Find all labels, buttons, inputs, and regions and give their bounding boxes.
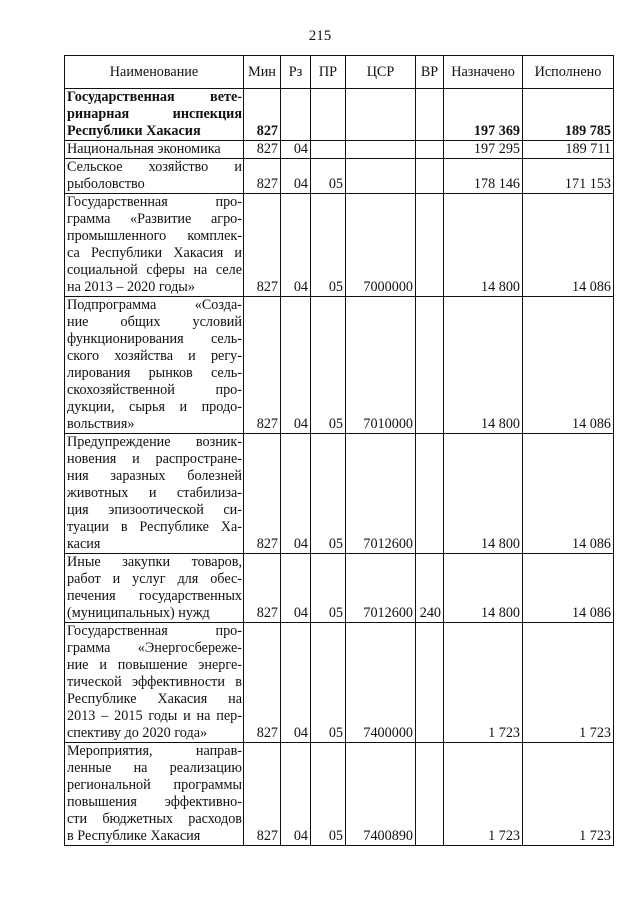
- cell-name: [65, 89, 244, 141]
- cell-rz: 04: [281, 159, 311, 194]
- cell-executed: 1 723: [523, 623, 614, 743]
- page-number: 215: [308, 28, 332, 44]
- cell-csr: [346, 159, 416, 194]
- table-row: [65, 194, 614, 297]
- cell-rz: 04: [281, 554, 311, 623]
- name-line: повышения эффективно-: [67, 794, 242, 810]
- name-line: грамма «Энергосбереже-: [67, 640, 242, 656]
- cell-assigned: 197 369: [444, 89, 523, 141]
- cell-vr: [416, 623, 444, 743]
- budget-table: [64, 55, 614, 846]
- cell-executed: 171 153: [523, 159, 614, 194]
- cell-name: [65, 194, 244, 297]
- table-row: [65, 743, 614, 846]
- cell-executed: 189 711: [523, 141, 614, 159]
- cell-vr: 240: [416, 554, 444, 623]
- name-line: на 2013 – 2020 годы»: [67, 279, 195, 295]
- name-line: касия: [67, 536, 101, 552]
- cell-name: [65, 554, 244, 623]
- name-line: в Республике Хакасия: [67, 828, 201, 844]
- cell-pr: [311, 141, 346, 159]
- name-line: Сельское хозяйство и: [67, 159, 242, 175]
- cell-rz: 04: [281, 434, 311, 554]
- name-line: функционирования сель-: [67, 331, 242, 347]
- name-line: лирования рынков сель-: [67, 365, 242, 381]
- cell-assigned: 178 146: [444, 159, 523, 194]
- header-assigned: Назначено: [444, 56, 523, 89]
- cell-assigned: 197 295: [444, 141, 523, 159]
- name-line: скохозяйственной про-: [67, 382, 242, 398]
- name-line: новения и распростране-: [67, 451, 242, 467]
- header-rz: Рз: [281, 56, 311, 89]
- cell-rz: 04: [281, 141, 311, 159]
- cell-name: [65, 141, 244, 159]
- name-line: са Республики Хакасия и: [67, 245, 242, 261]
- header-vr: ВР: [416, 56, 444, 89]
- table-row: [65, 434, 614, 554]
- cell-pr: 05: [311, 159, 346, 194]
- cell-name: [65, 743, 244, 846]
- cell-vr: [416, 159, 444, 194]
- cell-min: 827: [244, 743, 281, 846]
- table-row: [65, 89, 614, 141]
- name-line: дукции, сырья и продо-: [67, 399, 242, 415]
- name-line: Национальная экономика: [67, 141, 221, 157]
- name-line: Иные закупки товаров,: [67, 554, 242, 570]
- cell-rz: 04: [281, 297, 311, 434]
- name-line: ленные на реализацию: [67, 760, 242, 776]
- cell-vr: [416, 434, 444, 554]
- cell-csr: 7012600: [346, 554, 416, 623]
- table-row: [65, 297, 614, 434]
- cell-pr: 05: [311, 554, 346, 623]
- cell-name: [65, 159, 244, 194]
- cell-vr: [416, 89, 444, 141]
- cell-min: 827: [244, 623, 281, 743]
- cell-assigned: 1 723: [444, 743, 523, 846]
- cell-rz: 04: [281, 623, 311, 743]
- cell-min: 827: [244, 194, 281, 297]
- cell-vr: [416, 297, 444, 434]
- cell-min: 827: [244, 297, 281, 434]
- name-line: Подпрограмма «Созда-: [67, 297, 242, 313]
- name-line: туации в Республике Ха-: [67, 519, 242, 535]
- cell-executed: 14 086: [523, 434, 614, 554]
- cell-min: 827: [244, 159, 281, 194]
- name-line: тической эффективности в: [67, 674, 242, 690]
- cell-min: 827: [244, 554, 281, 623]
- name-line: Республике Хакасия на: [67, 691, 242, 707]
- name-line: Мероприятия, направ-: [67, 743, 242, 759]
- table-row: [65, 554, 614, 623]
- header-csr: ЦСР: [346, 56, 416, 89]
- name-line: ция эпизоотической си-: [67, 502, 242, 518]
- cell-executed: 14 086: [523, 554, 614, 623]
- cell-csr: 7012600: [346, 434, 416, 554]
- name-line: сти бюджетных расходов: [67, 811, 242, 827]
- name-line: региональной программы: [67, 777, 242, 793]
- cell-pr: 05: [311, 297, 346, 434]
- name-line: грамма «Развитие агро-: [67, 211, 242, 227]
- cell-assigned: 1 723: [444, 623, 523, 743]
- table-row: [65, 141, 614, 159]
- cell-pr: [311, 89, 346, 141]
- cell-vr: [416, 141, 444, 159]
- header-name: Наименование: [65, 56, 244, 89]
- cell-min: 827: [244, 141, 281, 159]
- cell-rz: 04: [281, 743, 311, 846]
- cell-vr: [416, 743, 444, 846]
- name-line: печения государственных: [67, 588, 242, 604]
- name-line: ринарная инспекция: [67, 106, 242, 122]
- cell-name: [65, 297, 244, 434]
- cell-min: 827: [244, 89, 281, 141]
- name-line: ского хозяйства и регу-: [67, 348, 242, 364]
- name-line: рыболовство: [67, 176, 145, 192]
- cell-csr: [346, 141, 416, 159]
- cell-csr: 7010000: [346, 297, 416, 434]
- cell-vr: [416, 194, 444, 297]
- cell-pr: 05: [311, 623, 346, 743]
- cell-executed: 14 086: [523, 297, 614, 434]
- name-line: работ и услуг для обес-: [67, 571, 242, 587]
- name-line: ние общих условий: [67, 314, 242, 330]
- cell-pr: 05: [311, 743, 346, 846]
- cell-assigned: 14 800: [444, 194, 523, 297]
- cell-executed: 1 723: [523, 743, 614, 846]
- name-line: Предупреждение возник-: [67, 434, 242, 450]
- name-line: Государственная вете-: [67, 89, 242, 105]
- table-row: [65, 159, 614, 194]
- cell-name: [65, 434, 244, 554]
- table-row: [65, 623, 614, 743]
- cell-assigned: 14 800: [444, 297, 523, 434]
- name-line: Государственная про-: [67, 623, 242, 639]
- cell-assigned: 14 800: [444, 434, 523, 554]
- cell-pr: 05: [311, 194, 346, 297]
- header-min: Мин: [244, 56, 281, 89]
- name-line: животных и стабилиза-: [67, 485, 242, 501]
- cell-executed: 14 086: [523, 194, 614, 297]
- name-line: (муниципальных) нужд: [67, 605, 210, 621]
- name-line: социальной сферы на селе: [67, 262, 242, 278]
- cell-csr: 7400000: [346, 623, 416, 743]
- cell-min: 827: [244, 434, 281, 554]
- cell-rz: [281, 89, 311, 141]
- cell-executed: 189 785: [523, 89, 614, 141]
- cell-csr: 7400890: [346, 743, 416, 846]
- name-line: ние и повышение энерге-: [67, 657, 242, 673]
- cell-pr: 05: [311, 434, 346, 554]
- name-line: промышленного комплек-: [67, 228, 242, 244]
- name-line: Республики Хакасия: [67, 123, 201, 139]
- table-header-row: [65, 56, 614, 89]
- name-line: Государственная про-: [67, 194, 242, 210]
- cell-name: [65, 623, 244, 743]
- header-executed: Исполнено: [523, 56, 614, 89]
- cell-rz: 04: [281, 194, 311, 297]
- name-line: спективу до 2020 года»: [67, 725, 208, 741]
- name-line: вольствия»: [67, 416, 135, 432]
- name-line: ния заразных болезней: [67, 468, 242, 484]
- cell-csr: 7000000: [346, 194, 416, 297]
- cell-assigned: 14 800: [444, 554, 523, 623]
- name-line: 2013 – 2015 годы и на пер-: [67, 708, 242, 724]
- cell-csr: [346, 89, 416, 141]
- header-pr: ПР: [311, 56, 346, 89]
